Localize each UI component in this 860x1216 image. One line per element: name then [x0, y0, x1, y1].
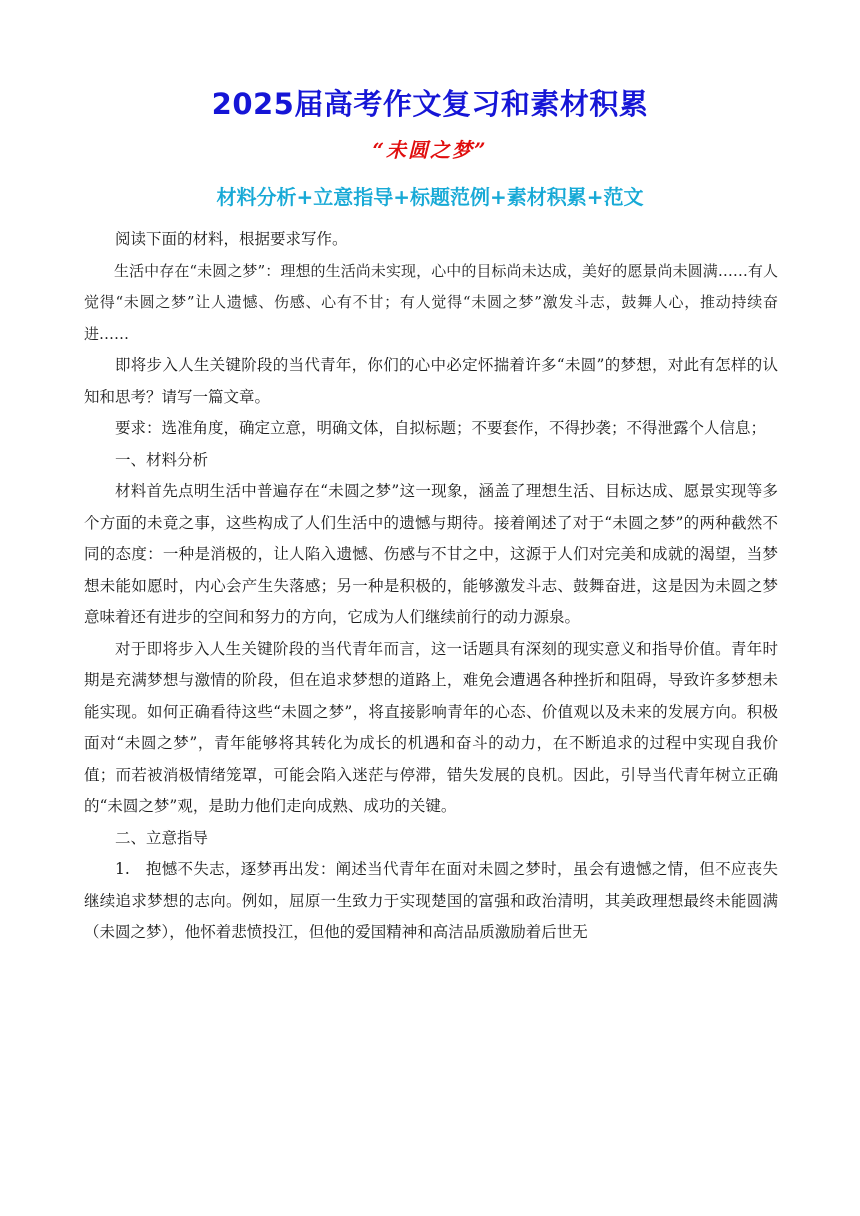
- paragraph-requirements: 要求：选准角度，确定立意，明确文体，自拟标题；不要套作，不得抄袭；不得泄露个人信息；: [115, 419, 767, 437]
- document-subheading: 材料分析+立意指导+标题范例+素材积累+范文: [216, 185, 644, 209]
- paragraph-prompt: 即将步入人生关键阶段的当代青年，你们的心中必定怀揣着许多“未圆”的梦想，对此有怎样的认知和思考？请写一篇文章。: [84, 356, 778, 406]
- paragraph-guidance-1: 1. 抱憾不失志，逐梦再出发：阐述当代青年在面对未圆之梦时，虽会有遗憾之情，但不应丧失继续追求梦想的志向。例如，屈原一生致力于实现楚国的富强和政治清明，其美政理想最终未能圆满（未圆之梦），他怀着悲愤投江，但他的爱国精神和高洁品质激励着后世无: [84, 860, 778, 941]
- paragraph-instruction: 阅读下面的材料，根据要求写作。: [115, 230, 348, 248]
- paragraph-analysis-2: 对于即将步入人生关键阶段的当代青年而言，这一话题具有深刻的现实意义和指导价值。青年时期是充满梦想与激情的阶段，但在追求梦想的道路上，难免会遭遇各种挫折和阻碍，导致许多梦想未能实现。如何正确看待这些“未圆之梦”，将直接影响青年的心态、价值观以及未来的发展方向。积极面对“未圆之梦”，青年能够将其转化为成长的机遇和奋斗的动力，在不断追求的过程中实现自我价值；而若被消极情绪笼罩，可能会陷入迷茫与停滞，错失发展的良机。因此，引导当代青年树立正确的“未圆之梦”观，是助力他们走向成熟、成功的关键。: [84, 639, 778, 815]
- document-title: 2025届高考作文复习和素材积累: [211, 87, 649, 121]
- paragraph-analysis-1: 材料首先点明生活中普遍存在“未圆之梦”这一现象，涵盖了理想生活、目标达成、愿景实现等多个方面的未竟之事，这些构成了人们生活中的遗憾与期待。接着阐述了对于“未圆之梦”的两种截然不同的态度：一种是消极的，让人陷入遗憾、伤感与不甘之中，这源于人们对完美和成就的渴望，当梦想未能如愿时，内心会产生失落感；另一种是积极的，能够激发斗志、鼓舞奋进，这是因为未圆之梦意味着还有进步的空间和努力的方向，它成为人们继续前行的动力源泉。: [84, 482, 778, 626]
- paragraph-material: 生活中存在“未圆之梦”：理想的生活尚未实现，心中的目标尚未达成，美好的愿景尚未圆满……有人觉得“未圆之梦”让人遗憾、伤感、心有不甘；有人觉得“未圆之梦”激发斗志，鼓舞人心，推动持续奋进……: [84, 261, 778, 343]
- document-subtitle: “未圆之梦”: [372, 138, 488, 162]
- document-body: [84, 224, 778, 949]
- section-heading-analysis: 一、材料分析: [115, 450, 209, 469]
- section-heading-guidance: 二、立意指导: [115, 828, 209, 847]
